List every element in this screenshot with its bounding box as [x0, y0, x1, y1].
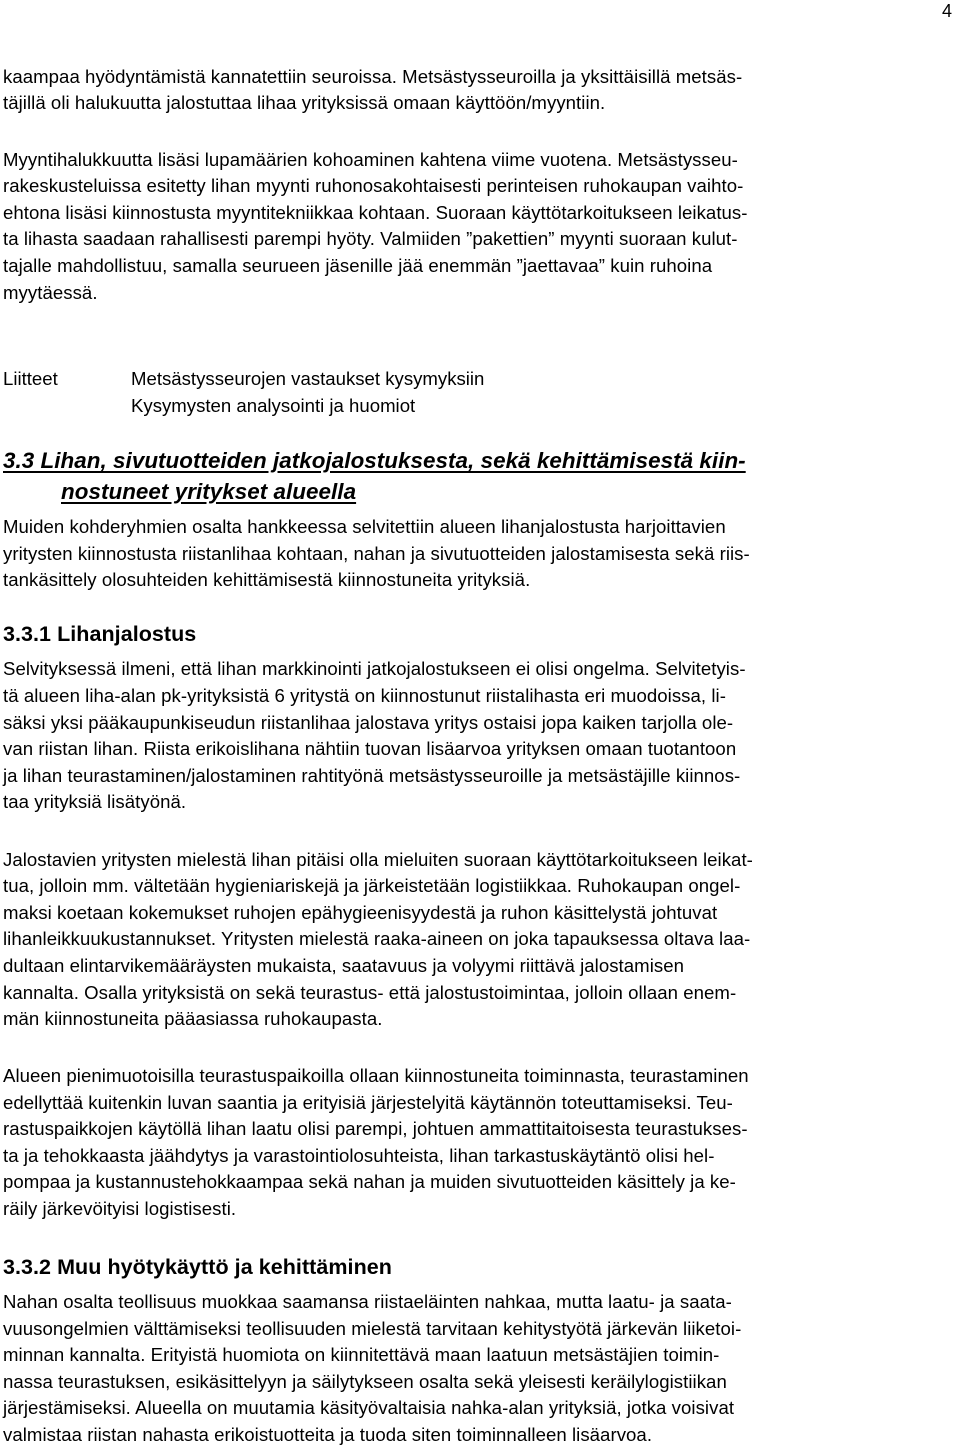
text-line: van riistan lihan. Riista erikoislihana nähtiin tuovan lisäarvoa yrityksen omaan tuotantoon — [3, 738, 737, 759]
attachment-item: Kysymysten analysointi ja huomiot — [131, 395, 416, 416]
text-line: nassa teurastuksen, esikäsittelyyn ja säilytykseen osalta sekä yleisesti keräilylogistiikan — [3, 1371, 727, 1392]
section-heading-3-3: 3.3 Lihan, sivutuotteiden jatkojalostuksesta, sekä kehittämisestä kiin- — [3, 448, 746, 473]
text-line: Muiden kohderyhmien osalta hankkeessa selvitettiin alueen lihanjalostusta harjoittavien — [3, 516, 726, 537]
text-line: Jalostavien yritysten mielestä lihan pitäisi olla mieluiten suoraan käyttötarkoitukseen leikat- — [3, 849, 753, 870]
text-line: ta lihasta saadaan rahallisesti parempi hyöty. Valmiiden ”pakettien” myynti suoraan kulut- — [3, 228, 738, 249]
text-line: räily järkevöityisi logistisesti. — [3, 1198, 237, 1219]
text-line: Selvityksessä ilmeni, että lihan markkinointi jatkojalostukseen ei olisi ongelma. Selvitetyis- — [3, 658, 746, 679]
text-line: ta ja tehokkaasta jäähdytys ja varastointiolosuhteista, lihan tarkastuskäytäntö olisi hel- — [3, 1145, 715, 1166]
text-line: kannalta. Osalla yrityksistä on sekä teurastus- että jalostustoimintaa, jolloin ollaan enem- — [3, 982, 737, 1003]
text-line: dultaan elintarvikemääräysten mukaista, saatavuus ja volyymi riittävä jalostamisen — [3, 955, 685, 976]
text-line: kaampaa hyödyntämistä kannatettiin seuroissa. Metsästysseuroilla ja yksittäisillä metsäs- — [3, 66, 743, 87]
text-line: taa yrityksiä lisätyönä. — [3, 791, 187, 812]
text-line: ehtona lisäsi kiinnostusta myyntitekniikkaa kohtaan. Suoraan käyttötarkoitukseen leikatus- — [3, 202, 748, 223]
attachment-item: Metsästysseurojen vastaukset kysymyksiin — [131, 368, 485, 389]
section-heading-3-3-1: 3.3.1 Lihanjalostus — [3, 622, 197, 646]
text-line: Myyntihalukkuutta lisäsi lupamäärien kohoaminen kahtena viime vuotena. Metsästysseu- — [3, 149, 738, 170]
text-line: rakeskusteluissa esitetty lihan myynti ruhonosakohtaisesti perinteisen ruhokaupan vaihto- — [3, 175, 744, 196]
page-number: 4 — [941, 1, 952, 21]
text-line: minnan kannalta. Erityistä huomiota on kiinnitettävä maan laatuun metsästäjien toimin- — [3, 1344, 720, 1365]
text-line: rastuspaikkojen käytöllä lihan laatu olisi parempi, johtuen ammattitaitoisesta teurastukses- — [3, 1118, 748, 1139]
text-line: säksi yksi pääkaupunkiseudun riistanlihaa jalostava yritys ostaisi jopa kaiken tarjolla ole- — [3, 712, 734, 733]
text-line: maksi koetaan kokemukset ruhojen epähygieenisyydestä ja ruhon käsittelystä johtuvat — [3, 902, 718, 923]
text-line: valmistaa riistan nahasta erikoistuotteita ja tuoda siten toiminnalleen lisäarvoa. — [3, 1424, 653, 1445]
text-line: tä alueen liha-alan pk-yrityksistä 6 yritystä on kiinnostunut riistalihasta eri muodoissa, li- — [3, 685, 726, 706]
text-line: myytäessä. — [3, 282, 98, 303]
text-line: täjillä oli halukuutta jalostuttaa lihaa yrityksissä omaan käyttöön/myyntiin. — [3, 92, 606, 113]
section-heading-3-3-2: 3.3.2 Muu hyötykäyttö ja kehittäminen — [3, 1255, 392, 1279]
text-line: tua, jolloin mm. vältetään hygieniariskejä ja järkeistetään logistiikkaa. Ruhokaupan ongel- — [3, 875, 741, 896]
section-heading-3-3-cont: nostuneet yritykset alueella — [61, 479, 357, 504]
attachments-label: Liitteet — [3, 368, 58, 389]
text-line: lihanleikkuukustannukset. Yritysten mielestä raaka-aineen on joka tapauksessa oltava laa- — [3, 928, 751, 949]
text-line: tajalle mahdollistuu, samalla seurueen jäsenille jää enemmän ”jaettavaa” kuin ruhoina — [3, 255, 713, 276]
text-line: vuusongelmien välttämiseksi teollisuuden mielestä tarvitaan kehitystyötä järkevän liiketoi- — [3, 1318, 742, 1339]
text-line: Nahan osalta teollisuus muokkaa saamansa riistaeläinten nahkaa, mutta laatu- ja saata- — [3, 1291, 732, 1312]
text-line: edellyttää kuitenkin luvan saantia ja erityisiä järjestelyitä käytännön toteuttamiseksi. Teu- — [3, 1092, 733, 1113]
text-line: järjestämiseksi. Alueella on muutamia käsityövaltaisia nahka-alan yrityksiä, jotka voisivat — [3, 1397, 735, 1418]
text-line: ja lihan teurastaminen/jalostaminen rahtityönä metsästysseuroille ja metsästäjille kiinnos- — [3, 765, 741, 786]
text-line: yritysten kiinnostusta riistanlihaa kohtaan, nahan ja sivutuotteiden jalostamisesta sekä riis- — [3, 543, 750, 564]
text-line: pompaa ja kustannustehokkaampaa sekä nahan ja muiden sivutuotteiden käsittely ja ke- — [3, 1171, 736, 1192]
text-line: Alueen pienimuotoisilla teurastuspaikoilla ollaan kiinnostuneita toiminnasta, teurastaminen — [3, 1065, 749, 1086]
text-line: tankäsittely olosuhteiden kehittämisestä kiinnostuneita yrityksiä. — [3, 569, 531, 590]
text-line: män kiinnostuneita pääasiassa ruhokaupasta. — [3, 1008, 383, 1029]
